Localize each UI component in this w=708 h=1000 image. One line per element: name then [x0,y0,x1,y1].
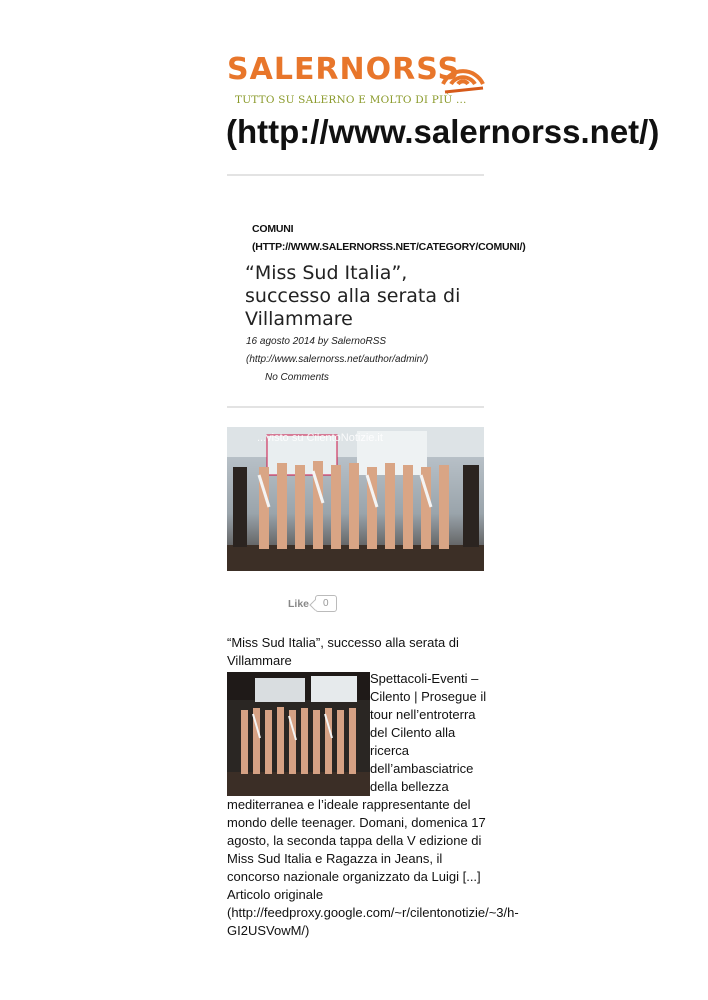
site-logo[interactable] [227,52,487,112]
featured-image[interactable] [227,427,484,571]
article-date-author[interactable]: 16 agosto 2014 by SalernoRSS [246,336,387,347]
category-label[interactable]: COMUNI [252,223,294,235]
category-url[interactable]: (HTTP://WWW.SALERNORSS.NET/CATEGORY/COMUNI/) [252,241,526,253]
original-article-link[interactable]: (http://feedproxy.google.com/~r/cilentonotizie/~3/h-GI2USVowM/) [227,905,519,938]
excerpt-text: Spettacoli-Eventi – Cilento | Prosegue il tour nell’entroterra del Cilento alla ricerca dell’ambasciatrice della bellezza mediterranea e l’ideale rappresentante del mondo delle teenager. Domani, domenica 17 agosto, la seconda tappa della V edizione di Miss Sud Italia e Ragazza in Jeans, il concorso nazionale organizzato da Luigi [...] [227,671,487,884]
excerpt-heading: “Miss Sud Italia”, successo alla serata di Villammare [227,635,459,668]
divider [227,406,484,408]
divider [227,174,484,176]
original-article-label: Articolo originale [227,887,324,902]
excerpt-image[interactable] [227,672,370,796]
article-title[interactable]: “Miss Sud Italia”, successo alla serata di Villammare [245,262,461,330]
author-url[interactable]: (http://www.salernorss.net/author/admin/) [246,354,429,365]
logo-wordmark: SALERNORSS [227,52,461,87]
like-count: 0 [315,595,337,612]
photo-watermark: ...visto su CilentoNotizie.it [257,432,383,444]
rss-icon [439,54,487,96]
like-widget[interactable] [288,595,337,612]
comments-link[interactable]: No Comments [265,372,329,383]
logo-tagline: TUTTO SU SALERNO E MOLTO DI PIÙ ... [235,94,467,106]
like-button[interactable]: Like [288,597,310,610]
site-url-link[interactable]: (http://www.salernorss.net/) [226,113,660,150]
article-meta [246,333,428,387]
category[interactable] [252,220,526,256]
article-excerpt [227,634,519,940]
